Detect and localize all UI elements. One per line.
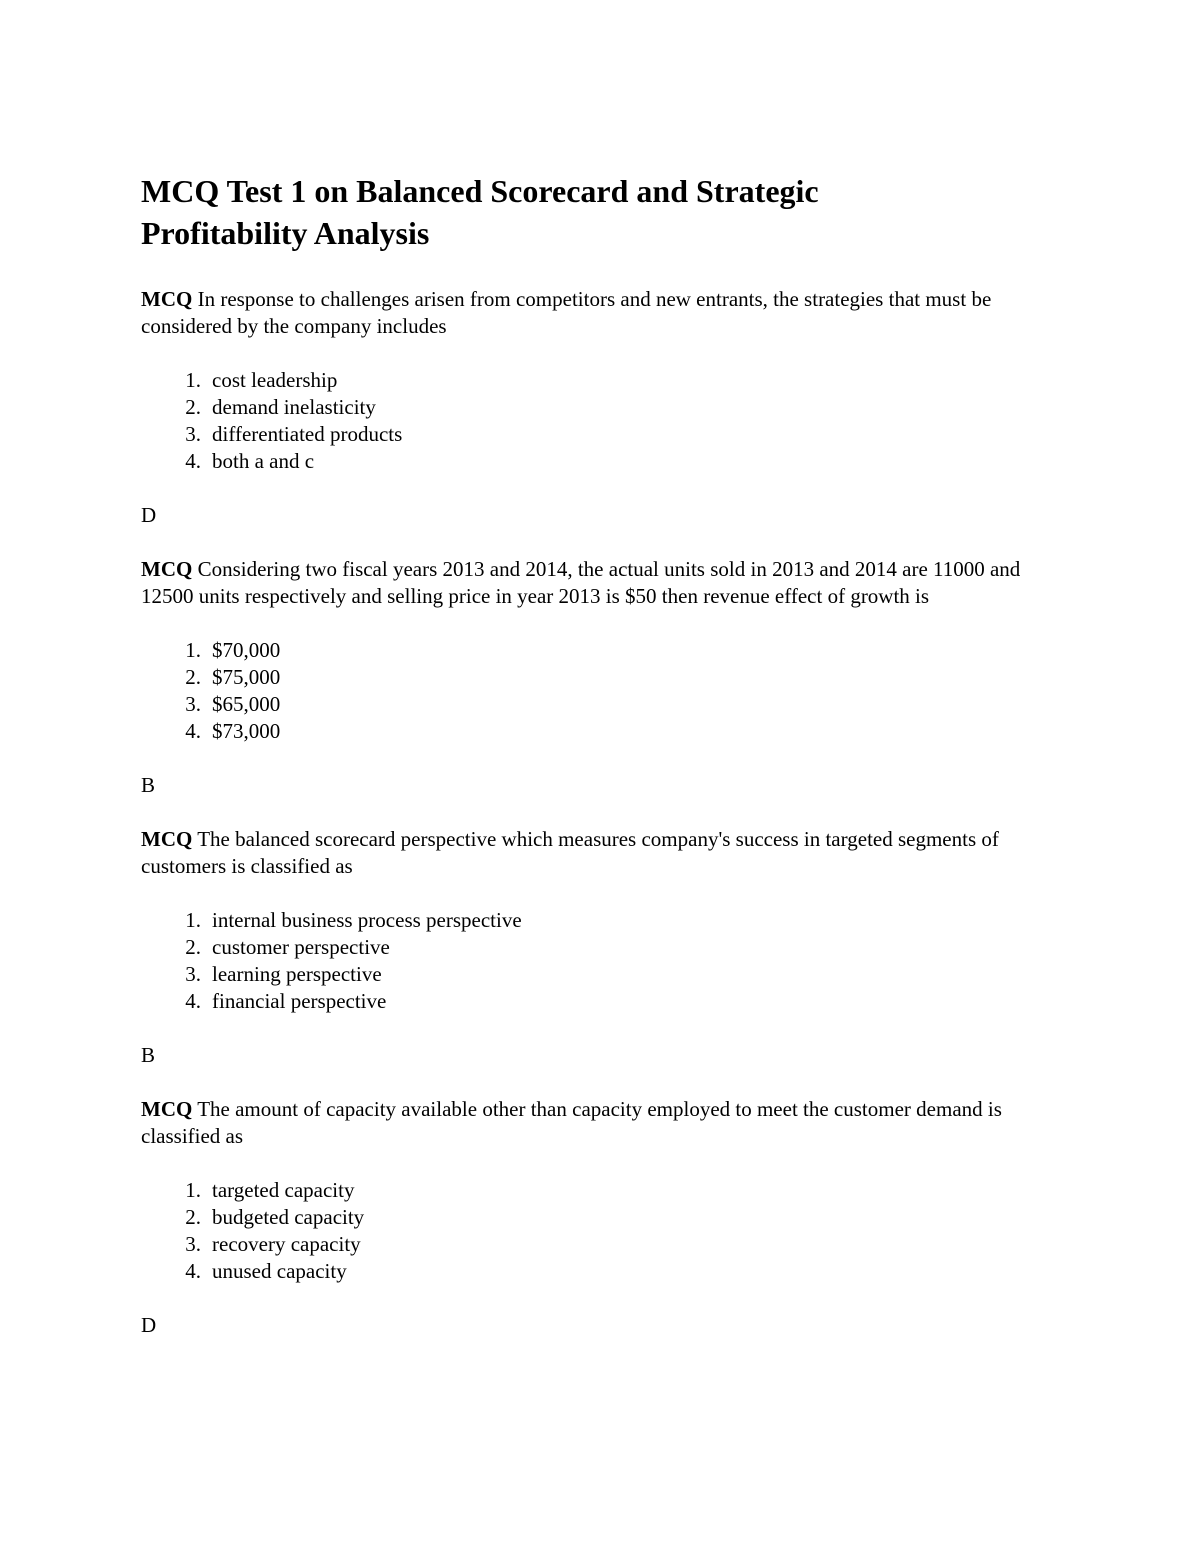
option-number: 4. xyxy=(185,719,201,743)
option-text: $65,000 xyxy=(212,692,281,716)
option-number: 1. xyxy=(185,1178,201,1202)
option-number: 4. xyxy=(185,1259,201,1283)
option-item xyxy=(141,394,1061,421)
question-text xyxy=(141,556,1061,610)
option-item xyxy=(141,907,1061,934)
question-body: In response to challenges arisen from competitors and new entrants, the strategies that must be considered by the company includes xyxy=(141,287,992,338)
option-item xyxy=(141,961,1061,988)
option-number: 3. xyxy=(185,692,201,716)
option-text: budgeted capacity xyxy=(212,1205,365,1229)
question-block xyxy=(141,286,1061,529)
option-item xyxy=(141,367,1061,394)
question-text xyxy=(141,1096,1061,1150)
option-text: demand inelasticity xyxy=(212,395,376,419)
options-list xyxy=(141,1177,1061,1285)
question-block xyxy=(141,556,1061,799)
options-list xyxy=(141,637,1061,745)
option-number: 1. xyxy=(185,908,201,932)
mcq-tag: MCQ xyxy=(141,1097,193,1121)
option-item xyxy=(141,718,1061,745)
option-text: recovery capacity xyxy=(212,1232,361,1256)
option-text: $70,000 xyxy=(212,638,281,662)
option-number: 1. xyxy=(185,638,201,662)
question-body: The balanced scorecard perspective which measures company's success in targeted segments of customers is classified as xyxy=(141,827,999,878)
option-text: financial perspective xyxy=(212,989,387,1013)
option-number: 4. xyxy=(185,989,201,1013)
options-list xyxy=(141,907,1061,1015)
mcq-tag: MCQ xyxy=(141,827,193,851)
option-item xyxy=(141,1258,1061,1285)
question-body: The amount of capacity available other than capacity employed to meet the customer demand is classified as xyxy=(141,1097,1002,1148)
option-item xyxy=(141,1231,1061,1258)
option-text: internal business process perspective xyxy=(212,908,522,932)
option-text: unused capacity xyxy=(212,1259,347,1283)
option-number: 1. xyxy=(185,368,201,392)
answer-letter: B xyxy=(141,773,156,797)
option-number: 3. xyxy=(185,422,201,446)
option-number: 2. xyxy=(185,1205,201,1229)
option-number: 2. xyxy=(185,665,201,689)
option-text: customer perspective xyxy=(212,935,390,959)
option-item xyxy=(141,664,1061,691)
option-text: differentiated products xyxy=(212,422,403,446)
question-text xyxy=(141,826,1061,880)
option-text: $73,000 xyxy=(212,719,281,743)
option-number: 3. xyxy=(185,962,201,986)
option-item xyxy=(141,1204,1061,1231)
option-number: 2. xyxy=(185,935,201,959)
answer-letter: D xyxy=(141,503,157,527)
option-text: both a and c xyxy=(212,449,315,473)
option-item xyxy=(141,637,1061,664)
option-text: targeted capacity xyxy=(212,1178,355,1202)
question-block xyxy=(141,826,1061,1069)
mcq-tag: MCQ xyxy=(141,287,193,311)
document-page xyxy=(141,170,1061,1366)
question-block xyxy=(141,1096,1061,1339)
answer-letter: D xyxy=(141,1313,157,1337)
answer-letter: B xyxy=(141,1043,156,1067)
document-title: MCQ Test 1 on Balanced Scorecard and Strategic Profitability Analysis xyxy=(141,173,819,251)
option-item xyxy=(141,448,1061,475)
option-number: 2. xyxy=(185,395,201,419)
options-list xyxy=(141,367,1061,475)
option-item xyxy=(141,988,1061,1015)
option-number: 3. xyxy=(185,1232,201,1256)
option-item xyxy=(141,691,1061,718)
option-text: learning perspective xyxy=(212,962,382,986)
mcq-tag: MCQ xyxy=(141,557,193,581)
option-text: cost leadership xyxy=(212,368,338,392)
question-body: Considering two fiscal years 2013 and 2014, the actual units sold in 2013 and 2014 are 11000 and 12500 units respectively and selling price in year 2013 is $50 then revenue effect of growth is xyxy=(141,557,1021,608)
option-item xyxy=(141,421,1061,448)
option-item xyxy=(141,1177,1061,1204)
option-item xyxy=(141,934,1061,961)
option-number: 4. xyxy=(185,449,201,473)
option-text: $75,000 xyxy=(212,665,281,689)
question-text xyxy=(141,286,1061,340)
